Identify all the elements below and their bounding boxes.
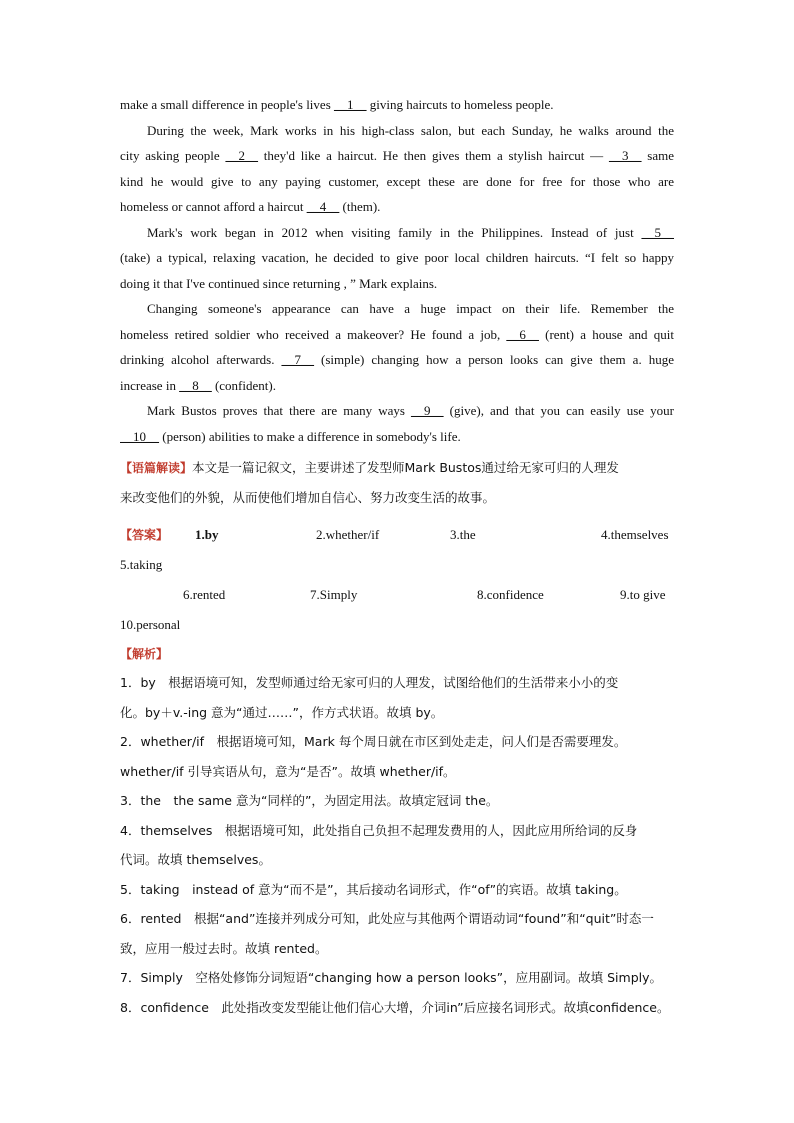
passage-text: (give), and that you can easily use your xyxy=(443,403,674,418)
summary-line-2: 来改变他们的外貌，从而使他们增加自信心、努力改变生活的故事。 xyxy=(120,490,496,505)
passage-line xyxy=(120,245,674,271)
explanation-heading xyxy=(120,640,674,668)
summary-text-1: 本文是一篇记叙文，主要讲述了发型师Mark Bustos通过给无家可归的人理发 xyxy=(192,460,619,475)
passage-text: (simple) changing how a person looks can give them a. huge xyxy=(314,352,674,367)
answer-4: 4.themselves xyxy=(601,527,669,542)
explanation-line: 8．confidence 此处指改变发型能让他们信心大增，介词in”后应接名词形式。故填confidence。 xyxy=(120,999,670,1015)
answer-10: 10.personal xyxy=(120,617,181,632)
passage-line xyxy=(120,118,674,144)
passage-text: (confident). xyxy=(211,377,276,393)
answer-1: 1.by xyxy=(195,527,219,542)
explanation-line: 7．Simply 空格处修饰分词短语“changing how a person looks”，应用副词。故填 Simply。 xyxy=(120,970,663,985)
passage-text: (them). xyxy=(339,199,381,214)
passage-text: make a small difference in people's lives xyxy=(120,97,334,112)
passage-text: Mark's work began in 2012 when visiting family in the Philippines. Instead of just xyxy=(147,224,642,240)
cloze-blank: __1__ xyxy=(334,97,367,112)
passage-line xyxy=(120,398,674,424)
cloze-blank: __3__ xyxy=(608,148,642,163)
explanation-line: 2．whether/if 根据语境可知，Mark 每个周日就在市区到处走走，问人们是否需要理发。 xyxy=(120,734,627,749)
answer-8: 8.confidence xyxy=(477,587,544,602)
passage-text: giving haircuts to homeless people. xyxy=(366,97,554,112)
summary-tag: 【语篇解读】 xyxy=(120,461,193,475)
explanation-line: 6．rented 根据“and”连接并列成分可知，此处应与其他两个谓语动词“found”和“quit”时态一 xyxy=(120,911,654,926)
passage-text: (person) abilities to make a difference in somebody's life. xyxy=(159,428,461,444)
explanation-line: 代词。故填 themselves。 xyxy=(120,852,271,867)
passage-line xyxy=(120,347,674,373)
passage-text: increase in xyxy=(120,377,180,393)
passage-summary xyxy=(120,453,674,483)
cloze-passage xyxy=(120,92,674,449)
answer-tag: 【答案】 xyxy=(120,528,169,542)
passage-line xyxy=(120,220,674,246)
explanation-line: whether/if 引导宾语从句，意为“是否”。故填 whether/if。 xyxy=(120,763,456,779)
answer-7: 7.Simply xyxy=(310,587,358,602)
passage-text: kind he would give to any paying customer, except these are done for free for those who are xyxy=(120,173,674,189)
cloze-blank: __2__ xyxy=(225,148,258,163)
passage-line xyxy=(120,169,674,195)
passage-text: (take) a typical, relaxing vacation, he decided to give poor local children haircuts. “I felt so happy xyxy=(120,250,674,265)
answer-3: 3.the xyxy=(450,527,476,542)
answer-9: 9.to give xyxy=(620,587,666,602)
passage-text: doing it that I've continued since returning , ” Mark explains. xyxy=(120,275,438,291)
passage-line xyxy=(120,373,674,399)
passage-text: homeless retired soldier who received a makeover? He found a job, xyxy=(120,326,507,342)
cloze-blank: __6__ xyxy=(506,326,539,342)
explanation-line: 4．themselves 根据语境可知，此处指自己负担不起理发费用的人，因此应用所给词的反身 xyxy=(120,822,638,838)
explanation-line: 1．by 根据语境可知，发型师通过给无家可归的人理发，试图给他们的生活带来小小的变 xyxy=(120,675,619,690)
passage-text: (rent) a house and quit xyxy=(538,326,674,342)
explanation-line: 5．taking instead of 意为“而不是”，其后接动名词形式，作“of”的宾语。故填 taking。 xyxy=(120,881,627,897)
explanation-tag: 【解析】 xyxy=(120,647,169,661)
answer-5: 5.taking xyxy=(120,557,163,572)
passage-text: they'd like a haircut. He then gives them a stylish haircut — xyxy=(257,148,609,163)
passage-text: During the week, Mark works in his high-class salon, but each Sunday, he walks around the xyxy=(147,122,674,138)
passage-line xyxy=(120,143,674,169)
answer-row-2 xyxy=(120,550,674,580)
passage-line xyxy=(120,322,674,348)
passage-line xyxy=(120,194,674,220)
explanation-list xyxy=(120,668,674,1022)
passage-text: drinking alcohol afterwards. xyxy=(120,352,282,367)
document-page xyxy=(120,92,674,1022)
answer-row-4 xyxy=(120,610,674,640)
cloze-blank: __4__ xyxy=(306,199,340,214)
passage-text: city asking people xyxy=(120,148,226,163)
passage-line xyxy=(120,92,674,118)
cloze-blank: __8__ xyxy=(179,377,212,393)
passage-text: homeless or cannot afford a haircut xyxy=(120,199,307,214)
answer-row-1 xyxy=(120,520,674,550)
answer-6: 6.rented xyxy=(183,587,226,602)
explanation-line: 化。by＋v.-ing 意为“通过……”，作方式状语。故填 by。 xyxy=(120,704,444,720)
answer-row-3 xyxy=(120,580,674,610)
passage-text: same xyxy=(641,148,674,163)
cloze-blank: __10__ xyxy=(120,428,159,444)
passage-line xyxy=(120,271,674,297)
explanation-line: 3．the the same 意为“同样的”，为固定用法。故填定冠词 the。 xyxy=(120,793,499,808)
cloze-blank: __7__ xyxy=(281,352,315,367)
passage-text: Mark Bustos proves that there are many ways xyxy=(147,403,412,418)
cloze-blank: __5__ xyxy=(641,224,674,240)
cloze-blank: __9__ xyxy=(411,403,444,418)
passage-line xyxy=(120,424,674,450)
passage-line xyxy=(120,296,674,322)
explanation-line: 致，应用一般过去时。故填 rented。 xyxy=(120,940,328,956)
answer-2: 2.whether/if xyxy=(316,527,380,542)
passage-text: Changing someone's appearance can have a huge impact on their life. Remember the xyxy=(147,301,674,316)
